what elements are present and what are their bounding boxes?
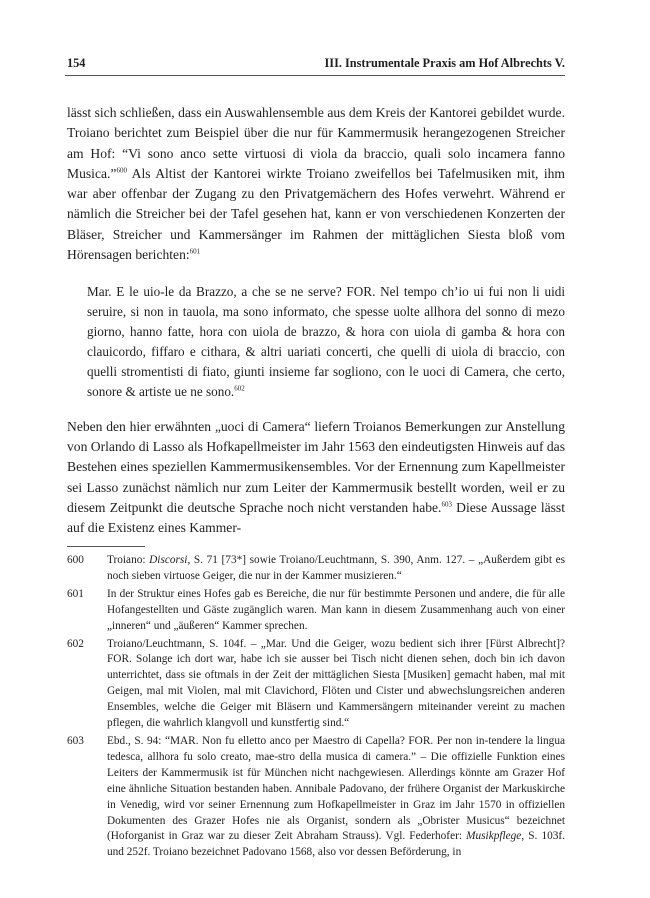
footnote-text: Ebd., S. 94: “MAR. Non fu elletto anco per Maestro di Capella? FOR. Per non in-tendere la lingua tedesca, allhora fu solo creato, mae-stro della musica di camera.” – Die offizielle Funktion eines Leiters der Kammermusik ist für München nicht nachgewiesen. Allerdings könnte am Grazer Hof eine ähnliche Situation bestanden haben. Annibale Padovano, der frühere Organist der Markuskirche in Venedig, wird vor seiner Ernennung zum Hofkapellmeister in Graz im Jahr 1570 in offiziellen Dokumenten des Grazer Hofes nie als Organist, sondern als „Obrister Musicus“ bezeichnet (Hoforganist in Graz war zu dieser Zeit Abraham Strauss). Vgl. Federhofer: Musikpflege, S. 103f. und 252f. Troiano bezeichnet Padovano 1568, also vor dessen Beförderung, in: [107, 734, 565, 859]
page-number: 154: [67, 56, 86, 70]
footnote-601: [67, 587, 565, 635]
footnotes: [67, 553, 565, 863]
page-header: [65, 56, 565, 74]
footnote-ref-602[interactable]: 602: [234, 384, 245, 393]
footnote-text: In der Struktur eines Hofes gab es Bereiche, die nur für bestimmte Personen und andere, die für alle Hofangestellten und Gäste zugänglich waren. Man kann in diesem Zusammenhang auch von einer „inneren“ und „äußeren“ Kammer sprechen.: [107, 587, 565, 632]
block-quote-text: Mar. E le uio-le da Brazzo, a che se ne serve? FOR. Nel tempo ch’io ui fui non li uidi seruire, si non in tauola, ma sono informato, che spesse uolte allhora del sonno di mezo giorno, hanno fatte, hora con uiola de brazzo, & hora con uiola di gamba & hora con clauicordo, fiffaro e cithara, & altri uariati concerti, che quelli di uiola di braccio, con quelli stromentisti di fiato, giunti insieme far sogliono, con le uoci di Camera, che certo, sonore & artiste ue ne sono.: [87, 284, 565, 399]
paragraph-2-text: Neben den hier erwähnten „uoci di Camera“ liefern Troianos Bemerkungen zur Anstellung von Orlando di Lasso als Hofkapellmeister im Jahr 1563 den eindeutigsten Hinweis auf das Bestehen eines speziellen Kammermusikensembles. Vor der Ernennung zum Kapellmeister sei Lasso zunächst nämlich nur zum Leiter der Kammermusik bestellt worden, weil er zu diesem Zeitpunkt die deutsche Sprache noch nicht verstanden habe.: [67, 418, 565, 515]
paragraph-2: [67, 417, 565, 539]
footnote-603: [67, 734, 565, 861]
footnote-number: 603: [67, 734, 84, 747]
footnote-ref-600[interactable]: 600: [116, 166, 127, 175]
footnote-602: [67, 637, 565, 732]
footnote-separator: [67, 546, 145, 547]
footnote-number: 601: [67, 587, 84, 600]
header-rule: [65, 75, 565, 76]
running-title: III. Instrumentale Praxis am Hof Albrechts V.: [324, 56, 565, 70]
main-text: [67, 103, 565, 539]
footnote-ref-601[interactable]: 601: [189, 247, 201, 256]
footnote-ref-603[interactable]: 603: [441, 500, 452, 509]
block-quote: [87, 282, 565, 401]
footnote-number: 600: [67, 554, 84, 566]
footnote-text: Troiano: Discorsi, S. 71 [73*] sowie Troiano/Leuchtmann, S. 390, Anm. 127. – „Außerdem gibt es noch sieben virtuose Geiger, die nur in der Kammer musizieren.“: [107, 554, 566, 582]
paragraph-2-continued: Diese Aussage lässt auf die Existenz eines Kammer-: [67, 500, 565, 536]
footnote-600: [67, 553, 565, 585]
paragraph-1: [67, 103, 565, 265]
footnote-text: Troiano/Leuchtmann, S. 104f. – „Mar. Und die Geiger, wozu bedient sich ihrer [Fürst Albrecht]? FOR. Solange ich dort war, habe ich sie ausser bei Tisch nicht dienen sehen, doch bin ich davon unterrichtet, dass sie oftmals in der Zeit der mittäglichen Siesta [Musiken] gemacht haben, mal mit Geigen, mal mit Violen, mal mit Clavichord, Flöten und Cister und abwechslungsreichen anderen Ensembles, welche die Geiger mit Bläsern und Kammersängern miteinander vereint zu machen pflegen, die wahrlich klangvoll und kunstfertig sind.“: [107, 637, 565, 730]
paragraph-1-continued: Als Altist der Kantorei wirkte Troiano zweifellos bei Tafelmusiken mit, ihm war aber offenbar der Zugang zu den Privatgemächern des Hofes verwehrt. Während er nämlich die Streicher bei der Tafel gesehen hat, kann er von verschiedenen Konzerten der Bläser, Streicher und Kammersänger im Rahmen der mittäglichen Siesta bloß vom Hörensagen berichten:: [67, 165, 565, 263]
footnote-number: 602: [67, 637, 84, 650]
paragraph-1-text: lässt sich schließen, dass ein Auswahlensemble aus dem Kreis der Kantorei gebildet wurde. Troiano berichtet zum Beispiel über die nur für Kammermusik herangezogenen Streicher am Hof: “Vi sono anco sette virtuosi di viola da braccio, quali solo incamera fanno Musica.”: [67, 105, 565, 181]
